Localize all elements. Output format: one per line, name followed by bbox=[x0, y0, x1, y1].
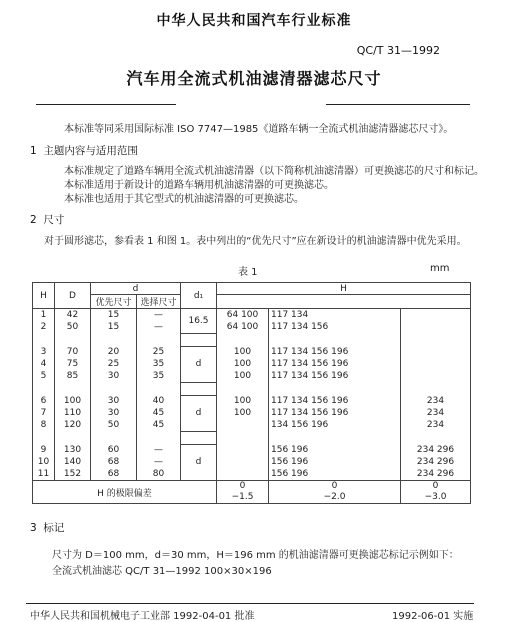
table-row bbox=[33, 346, 471, 358]
cell-no: 7 bbox=[33, 407, 55, 419]
cell-D: 120 bbox=[55, 419, 91, 431]
col-header-d: d bbox=[91, 283, 181, 295]
cell-pref: 50 bbox=[91, 419, 137, 431]
cell-D: 110 bbox=[55, 407, 91, 419]
cell-H1: 100 bbox=[217, 407, 269, 419]
cell-D: 130 bbox=[55, 444, 91, 456]
section-3-para-1: 尺寸为 D＝100 mm，d＝30 mm，H＝196 mm 的机油滤清器可更换滤芯标记示例如下： bbox=[52, 550, 459, 561]
cell-H1: 64 100 bbox=[217, 309, 269, 322]
cell-H3 bbox=[401, 309, 471, 322]
cell-H3: 234 296 bbox=[401, 468, 471, 481]
cell-D: 152 bbox=[55, 468, 91, 481]
table-row bbox=[33, 321, 471, 333]
table-caption: 表 1 bbox=[238, 267, 258, 278]
cell-alt: — bbox=[137, 456, 181, 468]
cell-no: 3 bbox=[33, 346, 55, 358]
cell-alt: 35 bbox=[137, 358, 181, 370]
cell-H3: 234 bbox=[401, 419, 471, 431]
cell-d1: d bbox=[181, 444, 217, 481]
cell-D: 100 bbox=[55, 395, 91, 407]
col-header-H-sub bbox=[217, 295, 471, 309]
cell-d1: 16.5 bbox=[181, 309, 217, 334]
cell-alt: — bbox=[137, 321, 181, 333]
cell-pref: 60 bbox=[91, 444, 137, 456]
cell-H2: 156 196 bbox=[269, 444, 401, 456]
document-title: 汽车用全流式机油滤清器滤芯尺寸 bbox=[126, 69, 382, 88]
cell-alt: 40 bbox=[137, 395, 181, 407]
dimension-table bbox=[32, 282, 471, 504]
section-1-para-3: 本标准也适用于其它型式的机油滤清器的可更换滤芯。 bbox=[64, 194, 304, 205]
cell-alt: 80 bbox=[137, 468, 181, 481]
cell-alt: 35 bbox=[137, 370, 181, 382]
section-1-heading: 1 主题内容与适用范围 bbox=[30, 145, 138, 157]
cell-no: 2 bbox=[33, 321, 55, 333]
cell-no: 6 bbox=[33, 395, 55, 407]
cell-no: 9 bbox=[33, 444, 55, 456]
cell-H3 bbox=[401, 346, 471, 358]
cell-H2: 117 134 156 196 bbox=[269, 358, 401, 370]
cell-H1 bbox=[217, 456, 269, 468]
table-row bbox=[33, 444, 471, 456]
cell-pref: 68 bbox=[91, 456, 137, 468]
tolerance-1: 0 −1.5 bbox=[217, 481, 269, 504]
cell-H2: 117 134 156 196 bbox=[269, 407, 401, 419]
col-header-H: H bbox=[217, 283, 471, 295]
cell-alt: 25 bbox=[137, 346, 181, 358]
section-3-heading: 3 标记 bbox=[30, 522, 65, 534]
cell-H2: 117 134 156 196 bbox=[269, 395, 401, 407]
cell-H2: 156 196 bbox=[269, 456, 401, 468]
cell-no: 4 bbox=[33, 358, 55, 370]
cell-pref: 25 bbox=[91, 358, 137, 370]
table-row bbox=[33, 358, 471, 370]
cell-H1: 100 bbox=[217, 395, 269, 407]
cell-H1 bbox=[217, 468, 269, 481]
cell-D: 75 bbox=[55, 358, 91, 370]
title-rule-right bbox=[326, 104, 470, 105]
table-row bbox=[33, 407, 471, 419]
cell-H2: 117 134 bbox=[269, 309, 401, 322]
tolerance-label: H 的极限偏差 bbox=[33, 481, 217, 504]
cell-H2: 117 134 156 196 bbox=[269, 346, 401, 358]
cell-H3: 234 bbox=[401, 407, 471, 419]
cell-D: 70 bbox=[55, 346, 91, 358]
col-header-no: H bbox=[33, 283, 55, 309]
col-header-preferred: 优先尺寸 bbox=[91, 295, 137, 309]
section-1-para-2: 本标准适用于新设计的道路车辆用机油滤清器的可更换滤芯。 bbox=[64, 180, 334, 191]
cell-pref: 30 bbox=[91, 395, 137, 407]
cell-no: 1 bbox=[33, 309, 55, 322]
title-rule-left bbox=[36, 104, 176, 105]
cell-H3 bbox=[401, 370, 471, 382]
footer-implementation: 1992-06-01 实施 bbox=[392, 611, 474, 622]
cell-H1 bbox=[217, 444, 269, 456]
cell-H3: 234 bbox=[401, 395, 471, 407]
intro-paragraph: 本标准等同采用国际标准 ISO 7747—1985《道路车辆一全流式机油滤清器滤芯尺寸》。 bbox=[64, 124, 454, 135]
standard-code: QC/T 31—1992 bbox=[356, 44, 440, 57]
cell-d1: d bbox=[181, 346, 217, 382]
cell-alt: 45 bbox=[137, 407, 181, 419]
table-row bbox=[33, 370, 471, 382]
cell-H2: 156 196 bbox=[269, 468, 401, 481]
cell-H3: 234 296 bbox=[401, 456, 471, 468]
table-row bbox=[33, 419, 471, 431]
col-header-d1: d₁ bbox=[181, 283, 217, 309]
cell-H2: 134 156 196 bbox=[269, 419, 401, 431]
cell-pref: 68 bbox=[91, 468, 137, 481]
cell-alt: — bbox=[137, 444, 181, 456]
standard-org-title: 中华人民共和国汽车行业标准 bbox=[156, 13, 352, 29]
tolerance-row bbox=[33, 481, 471, 504]
table-row bbox=[33, 309, 471, 322]
cell-pref: 20 bbox=[91, 346, 137, 358]
cell-D: 50 bbox=[55, 321, 91, 333]
col-header-alternative: 选择尺寸 bbox=[137, 295, 181, 309]
cell-H3: 234 296 bbox=[401, 444, 471, 456]
cell-d1: d bbox=[181, 395, 217, 431]
footer-approval: 中华人民共和国机械电子工业部 1992-04-01 批准 bbox=[30, 611, 255, 622]
cell-H2: 117 134 156 bbox=[269, 321, 401, 333]
cell-no: 8 bbox=[33, 419, 55, 431]
cell-no: 10 bbox=[33, 456, 55, 468]
cell-H2: 117 134 156 196 bbox=[269, 370, 401, 382]
cell-pref: 15 bbox=[91, 309, 137, 322]
marking-example: 全流式机油滤芯 QC/T 31—1992 100×30×196 bbox=[52, 566, 272, 577]
table-row bbox=[33, 468, 471, 481]
cell-no: 5 bbox=[33, 370, 55, 382]
cell-H1: 100 bbox=[217, 346, 269, 358]
cell-alt: — bbox=[137, 309, 181, 322]
cell-pref: 15 bbox=[91, 321, 137, 333]
section-2-para-1: 对于圆形滤芯，参看表 1 和图 1。表中列出的“优先尺寸”应在新设计的机油滤清器中优先采用。 bbox=[44, 236, 467, 247]
table-row bbox=[33, 395, 471, 407]
cell-D: 85 bbox=[55, 370, 91, 382]
cell-alt: 45 bbox=[137, 419, 181, 431]
cell-D: 140 bbox=[55, 456, 91, 468]
col-header-D: D bbox=[55, 283, 91, 309]
cell-H1: 100 bbox=[217, 358, 269, 370]
tolerance-3: 0 −3.0 bbox=[401, 481, 471, 504]
cell-no: 11 bbox=[33, 468, 55, 481]
cell-pref: 30 bbox=[91, 370, 137, 382]
cell-H1: 100 bbox=[217, 370, 269, 382]
cell-H3 bbox=[401, 321, 471, 333]
section-2-heading: 2 尺寸 bbox=[30, 214, 65, 226]
footer-rule bbox=[26, 603, 474, 604]
cell-H1 bbox=[217, 419, 269, 431]
section-1-para-1: 本标准规定了道路车辆用全流式机油滤清器（以下简称机油滤清器）可更换滤芯的尺寸和标记。 bbox=[64, 166, 484, 177]
cell-H1: 64 100 bbox=[217, 321, 269, 333]
table-row bbox=[33, 456, 471, 468]
cell-pref: 30 bbox=[91, 407, 137, 419]
cell-D: 42 bbox=[55, 309, 91, 322]
cell-H3 bbox=[401, 358, 471, 370]
table-unit: mm bbox=[430, 263, 450, 274]
tolerance-2: 0 −2.0 bbox=[269, 481, 401, 504]
